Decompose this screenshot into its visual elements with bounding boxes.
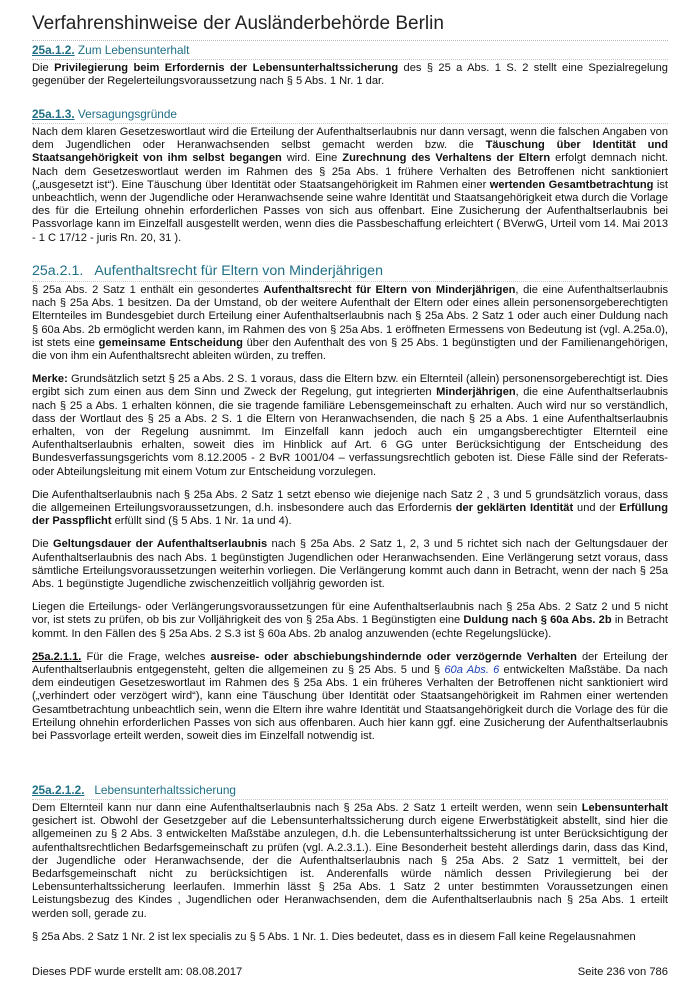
paragraph: § 25a Abs. 2 Satz 1 Nr. 2 ist lex specialis zu § 5 Abs. 1 Nr. 1. Dies bedeutet, dass es in diesem Fall keine Regelausnahmen — [32, 930, 636, 943]
section-heading — [32, 783, 668, 800]
paragraph: 25a.2.1.1. Für die Frage, welches ausreise- oder abschiebungshindernde oder verzögernde Verhalten der Erteilung der Aufenthaltserlaubnis entgegensteht, gelten die allgemeinen zu § 25 Abs. 5 und § 60a Abs. 6 entwickelten Maßstäbe. Da nach dem eindeutigen Gesetzeswortlaut im Rahmen des § 25a Abs. 1 ein früheres Verhalten der Betroffenen nicht sanktioniert wird („verhindert oder verzögert wird“), kann eine Täuschung über Identität oder Staatsangehörigkeit im Rahmen einer wertenden Gesamtbetrachtung unbeachtlich sein, wenn die Eltern ihre wahre Identität und Staatsangehörigkeit durch die Vorlage des für die Erteilung ohnehin erforderlichen Passes von sich aus offenbaren. Auch hier kann ggf. eine Zusicherung der Aufenthaltserlaubnis bei Passvorlage erteilt werden, soweit dies im Einzelfall notwendig ist. — [32, 650, 668, 743]
paragraph: Merke: Grundsätzlich setzt § 25 a Abs. 2 S. 1 voraus, dass die Eltern bzw. ein Elternteil (allein) personensorgeberechtigt ist. Dies ergibt sich zum einen aus dem Sinn und Zweck der Regelung, gut integrierten Minderjährigen, die eine Aufenthaltserlaubnis nach § 25 a Abs. 1 erhalten können, die sie tragende familiäre Lebensgemeinschaft zu erhalten. Auch wird nur so verständlich, dass der Wortlaut des § 25 a Abs. 2 S. 1 die Eltern von Heranwachsenden, die nach § 25 a Abs. 1 eine Aufenthaltserlaubnis erhalten, von der Regelung ausnimmt. Im Einzelfall kann jedoch auch ein umgangsberechtigter Elternteil eine Aufenthaltserlaubnis erhalten, soweit dies im Hinblick auf Art. 6 GG unter Berücksichtigung der Entscheidung des Bundesverfassungsgerichts vom 8.12.2005 - 2 BvR 1001/04 – verfassungsrechtlich geboten ist. Diese Fälle sind der Referats- oder Abteilungsleitung mit einem Votum zur Entscheidung vorzulegen. — [32, 373, 668, 478]
footer-created-date: Dieses PDF wurde erstellt am: 08.08.2017 — [32, 966, 243, 978]
footer-page-number: Seite 236 von 786 — [577, 966, 668, 978]
section-25a-1-2 — [32, 43, 668, 88]
cross-reference-link[interactable]: 60a Abs. 6 — [444, 664, 500, 677]
paragraph: Die Privilegierung beim Erfordernis der Lebensunterhaltssicherung des § 25 a Abs. 1 S. 2 stellt eine Spezialregelung gegenüber der Regelerteilungsvoraussetzung nach § 5 Abs. 1 Nr. 1 dar. — [32, 62, 668, 88]
document-title: Verfahrenshinweise der Ausländerbehörde Berlin — [32, 12, 668, 41]
section-heading — [32, 43, 668, 60]
section-number: 25a.1.2. — [32, 43, 75, 57]
paragraph: Liegen die Erteilungs- oder Verlängerungsvoraussetzungen für eine Aufenthaltserlaubnis nach § 25a Abs. 2 Satz 2 und 5 nicht vor, ist stets zu prüfen, ob bis zur Volljährigkeit des von § 25a Abs. 1 Begünstigten eine Duldung nach § 60a Abs. 2b in Betracht kommt. In den Fällen des § 25a Abs. 2 S.3 ist § 60a Abs. 2b analog anzuwenden (echte Regelungslücke). — [32, 601, 668, 640]
subsection-number: 25a.2.1.1. — [32, 650, 82, 663]
paragraph: § 25a Abs. 2 Satz 1 enthält ein gesondertes Aufenthaltsrecht für Eltern von Minderjährigen, die eine Aufenthaltserlaubnis nach § 25a Abs. 1 besitzen. Da der Umstand, ob der weitere Aufenthalt der Eltern oder eines allein personensorgeberechtigten Elternteiles im Bundesgebiet durch Erteilung einer Aufenthaltserlaubnis nach § 25a Abs. 2 Satz 1 oder auch einer Duldung nach § 60a Abs. 2b ermöglicht werden kann, im Rahmen des von § 25a Abs. 1 eröffneten Ermessens von Bedeutung ist (vgl. A.25a.0), ist stets eine gemeinsame Entscheidung über den Aufenthalt des von § 25 Abs. 1 begünstigten und der Familienangehörigen, die von ihm ein Aufenthaltsrecht ableiten würden, zu treffen. — [32, 284, 669, 363]
paragraph: Die Geltungsdauer der Aufenthaltserlaubnis nach § 25a Abs. 2 Satz 1, 2, 3 und 5 richtet sich nach der Geltungsdauer der Aufenthaltserlaubnis des nach Abs. 1 begünstigten Jugendlichen oder Heranwachsenden. Eine Verlängerung setzt voraus, dass sämtliche Erteilungsvoraussetzungen weiterhin vorliegen. Die Verlängerung kommt auch dann in Betracht, wenn der nach § 25a Abs. 1 begünstigte Jugendliche zwischenzeitlich volljährig geworden ist. — [32, 538, 668, 591]
section-title: Zum Lebensunterhalt — [77, 43, 190, 57]
section-number: 25a.1.3. — [32, 107, 75, 121]
paragraph: Die Aufenthaltserlaubnis nach § 25a Abs. 2 Satz 1 setzt ebenso wie diejenige nach Satz 2 , 3 und 5 grundsätzlich voraus, dass die allgemeinen Erteilungsvoraussetzungen, d.h. insbesondere auch das Erfordernis der geklärten Identität und der Erfüllung der Passpflicht erfüllt sind (§ 5 Abs. 1 Nr. 1a und 4). — [32, 488, 668, 528]
section-number: 25a.2.1.2. — [32, 783, 85, 797]
section-25a-2-1 — [32, 262, 668, 743]
section-title: Versagungsgründe — [77, 107, 177, 121]
paragraph: Dem Elternteil kann nur dann eine Aufenthaltserlaubnis nach § 25a Abs. 2 Satz 1 erteilt werden, wenn sein Lebensunterhalt gesichert ist. Obwohl der Gesetzgeber auf die Lebensunterhaltssicherung durch eigene Erwerbstätigkeit abstellt, sind hier die allgemeinen zu § 2 Abs. 3 entwickelten Maßstäbe anzulegen, d.h. die Lebensunterhaltssicherung ist unter Berücksichtigung der aufenthaltsrechtlichen Bedarfsgemeinschaft zu prüfen (vgl. A.2.3.1.). Eine Besonderheit besteht allerdings darin, dass das Kind, der Jugendliche oder Heranwachsende, der die Aufenthaltserlaubnis nach § 25a Abs. 2 Satz 1 vermittelt, bei der Bedarfsgemeinschaft nicht zu berücksichtigen ist. Anderenfalls würde nämlich dessen Privilegierung bei der Lebensunterhaltssicherung leerlaufen. Immerhin lässt § 25a Abs. 1 Satz 2 unter bestimmten Voraussetzungen einen Leistungsbezug des Kindes , Jugendlichen oder Heranwachsenden, dem die Aufenthaltserlaubnis nach § 25a Abs. 1 erteilt werden soll, gerade zu. — [32, 802, 668, 920]
section-title: Lebensunterhaltssicherung — [94, 783, 236, 797]
section-number: 25a.2.1. — [32, 263, 84, 279]
section-heading — [32, 107, 668, 124]
section-25a-2-1-2 — [32, 783, 668, 944]
section-25a-1-3 — [32, 107, 668, 245]
section-title: Aufenthaltsrecht für Eltern von Minderjährigen — [94, 263, 383, 279]
section-heading — [32, 262, 668, 282]
paragraph: Nach dem klaren Gesetzeswortlaut wird die Erteilung der Aufenthaltserlaubnis nur dann versagt, wenn die falschen Angaben von dem Jugendlichen oder Heranwachsenden selbst gemacht werden bzw. die Täuschung über Identität und Staatsangehörigkeit von ihm selbst begangen wird. Eine Zurechnung des Verhaltens der Eltern erfolgt demnach nicht. Nach dem Gesetzeswortlaut werden im Rahmen des § 25a Abs. 1 frühere Verhalten des Betroffenen nicht sanktioniert („ausgesetzt ist“). Eine Täuschung über Identität oder Staatsangehörigkeit im Rahmen einer wertenden Gesamtbetrachtung ist unbeachtlich, wenn der Jugendliche oder Heranwachsende seine wahre Identität und Staatsangehörigkeit etwa durch die Vorlage des für die Erteilung ohnehin erforderlichen Passes von sich aus offenbart. Eine Zusicherung der Aufenthaltserlaubnis bei Passvorlage kann im Einzelfall ausgestellt werden, wenn dies die Passbeschaffung erleichtert ( BVerwG, Urteil vom 14. Mai 2013 - 1 C 17/12 - juris Rn. 20, 31 ). — [32, 126, 669, 244]
